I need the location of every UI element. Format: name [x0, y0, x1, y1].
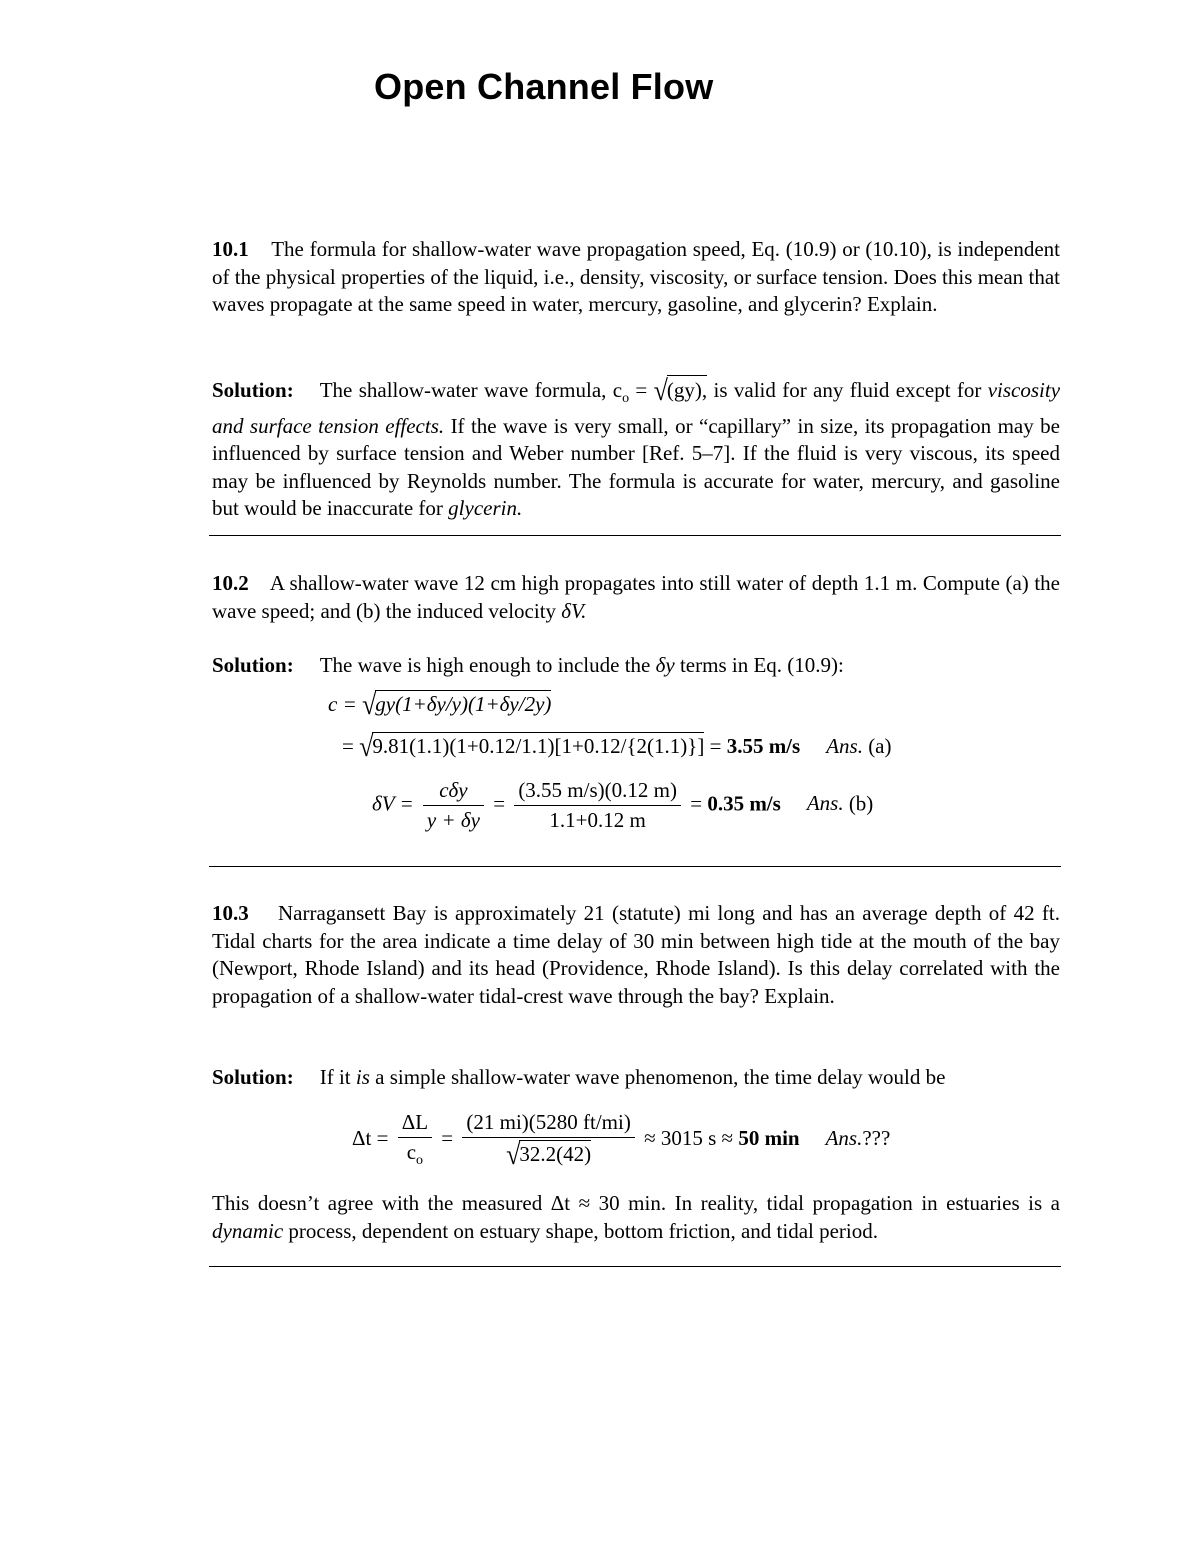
problem-10-3-statement	[212, 900, 1060, 1010]
solution-text: If the wave is very small, or “capillary” in size, its propagation may be influenced by surface tension and Weber number [Ref. 5–7]. If the fluid is very viscous, its speed may be influenced by Reynolds number. The formula is accurate for water, mercury, and gasoline but would be inaccurate for	[212, 413, 1060, 521]
problem-10-3-conclusion	[212, 1190, 1060, 1245]
problem-text: The formula for shallow-water wave propagation speed, Eq. (10.9) or (10.10), is independent of the physical properties of the liquid, i.e., density, viscosity, or surface tension. Does this mean that waves propagate at the same speed in water, mercury, gasoline, and glycerin? Explain.	[212, 237, 1060, 316]
answer-value: 0.35 m/s	[707, 791, 781, 816]
problem-number: 10.3	[212, 901, 249, 925]
conclusion-text: process, dependent on estuary shape, bottom friction, and tidal period.	[288, 1218, 878, 1243]
answer-value: 3.55 m/s	[726, 734, 801, 758]
problem-10-2-statement	[212, 570, 1060, 625]
section-divider	[209, 1266, 1061, 1267]
problem-text: Narragansett Bay is approximately 21 (statute) mi long and has an average depth of 42 ft. Tidal charts for the area indicate a time delay of 30 min between high tide at the mouth of the bay (Newport, Rhode Island) and its head (Providence, Rhode Island). Is this delay correlated with the propagation of a shallow-water tidal-crest wave through the bay? Explain.	[212, 901, 1060, 1008]
problem-symbol: δV.	[561, 598, 587, 623]
problem-number: 10.2	[212, 571, 249, 595]
solution-emphasis: glycerin.	[448, 496, 523, 521]
problem-10-1-solution	[212, 375, 1060, 523]
solution-label: Solution:	[212, 1065, 294, 1089]
problem-text: A shallow-water wave 12 cm high propagates into still water of depth 1.1 m. Compute (a) the wave speed; and (b) the induced velocity	[212, 571, 1061, 623]
solution-label: Solution:	[212, 653, 294, 677]
equation-wave-speed-numeric: = √9.81(1.1)(1+0.12/1.1)[1+0.12/{2(1.1)}] = 3.55 m/s Ans. (a)	[342, 730, 892, 763]
problem-10-3-solution	[212, 1064, 1060, 1092]
conclusion-emphasis: dynamic	[212, 1218, 284, 1243]
section-divider	[209, 535, 1061, 536]
equation-wave-speed: c = √gy(1+δy/y)(1+δy/2y)	[328, 688, 552, 721]
equation-induced-velocity: δV = $\frac{\text{cδy}}{y + \delta y}$ = $\frac{(3.55 m/s)(0.12 m)}{1.1+0.12 m}$ = 0.35 m/s Ans. (b)	[372, 778, 874, 832]
section-divider	[209, 866, 1061, 867]
solution-symbol: δy	[655, 653, 675, 677]
problem-number: 10.1	[212, 237, 249, 261]
solution-label: Solution:	[212, 378, 294, 402]
problem-10-2-solution	[212, 652, 1060, 680]
solution-text: The wave is high enough to include the	[319, 653, 651, 677]
inline-formula: $c_o = √(gy)$,	[612, 374, 708, 407]
solution-text: If it	[319, 1065, 351, 1089]
solution-emphasis: is	[355, 1065, 370, 1089]
problem-10-1-statement	[212, 236, 1060, 319]
equation-time-delay: Δt = $\frac{\Delta L}{c_o}$ = $\frac{(21 mi)(5280 ft/mi)}{√32.2(42)}$ ≈ 3015 s ≈ 50 min Ans.???	[352, 1110, 891, 1171]
solution-text: a simple shallow-water wave phenomenon, the time delay would be	[375, 1065, 946, 1089]
answer-value: 50 min	[738, 1125, 800, 1150]
solution-text: The shallow-water wave formula,	[319, 378, 607, 402]
conclusion-text: This doesn’t agree with the measured Δt ≈ 30 min. In reality, tidal propagation in estuaries is a	[212, 1191, 1060, 1215]
solution-emphasis: viscosity and surface tension effects.	[212, 378, 1061, 438]
solution-text: terms in Eq. (10.9):	[679, 653, 844, 677]
page-title: Open Channel Flow	[374, 66, 714, 107]
solution-text: is valid for any fluid except for	[713, 378, 982, 402]
